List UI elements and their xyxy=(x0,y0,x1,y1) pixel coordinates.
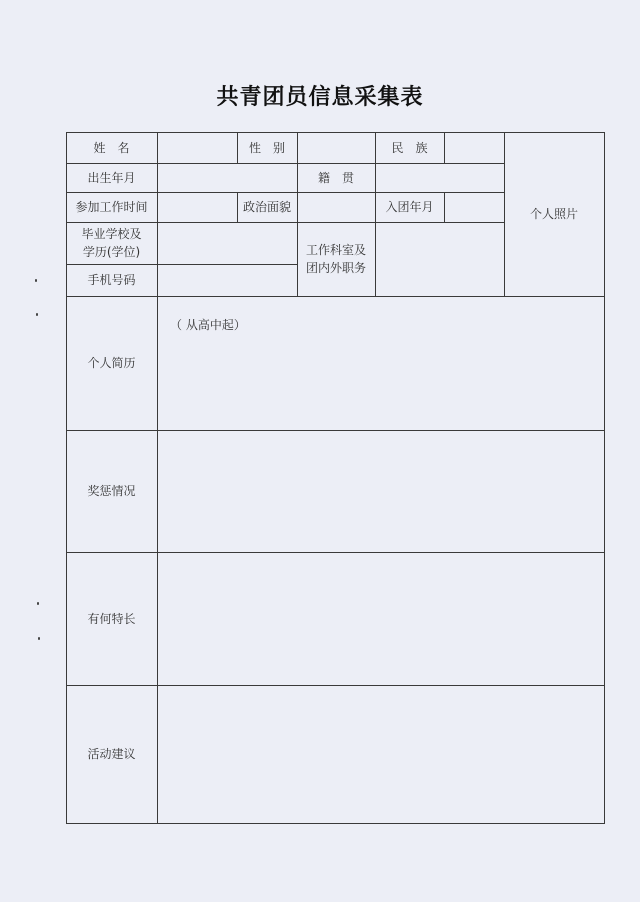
label-department-line1: 工作科室及 xyxy=(305,243,366,257)
scan-mark xyxy=(36,313,38,316)
label-department xyxy=(297,222,375,296)
label-rewards: 奖惩情况 xyxy=(87,484,136,498)
skills-field[interactable] xyxy=(158,553,604,685)
table-border-bottom xyxy=(66,823,605,824)
name-field[interactable] xyxy=(158,133,237,163)
label-suggestions: 活动建议 xyxy=(87,747,136,761)
label-gender: 性 别 xyxy=(248,140,285,155)
work-start-field[interactable] xyxy=(158,193,237,222)
scan-mark xyxy=(37,602,39,605)
label-school xyxy=(66,222,157,264)
photo-area[interactable] xyxy=(505,133,604,296)
table-border-right xyxy=(604,132,605,824)
league-join-field[interactable] xyxy=(445,193,504,222)
birth-field[interactable] xyxy=(158,164,297,192)
label-league-join: 入团年月 xyxy=(385,200,434,214)
gender-field[interactable] xyxy=(298,133,375,163)
label-school-line1: 毕业学校及 xyxy=(81,227,142,241)
scan-mark xyxy=(38,637,40,640)
resume-field[interactable] xyxy=(158,297,604,430)
label-birth: 出生年月 xyxy=(87,170,136,185)
label-name: 姓 名 xyxy=(93,140,130,155)
rewards-field[interactable] xyxy=(158,431,604,552)
label-phone: 手机号码 xyxy=(87,273,136,287)
label-resume: 个人简历 xyxy=(87,356,136,370)
label-photo: 个人照片 xyxy=(529,207,578,221)
suggestions-field[interactable] xyxy=(158,686,604,823)
label-school-line2: 学历(学位) xyxy=(82,245,141,259)
scan-mark xyxy=(35,279,37,282)
ethnicity-field[interactable] xyxy=(445,133,504,163)
label-work-start: 参加工作时间 xyxy=(75,200,148,214)
label-political-status: 政治面貌 xyxy=(242,200,291,214)
label-skills: 有何特长 xyxy=(87,611,136,626)
resume-note: （ 从高中起） xyxy=(170,318,246,332)
phone-field[interactable] xyxy=(158,265,297,296)
label-ethnicity: 民 族 xyxy=(391,140,428,155)
page-title: 共青团员信息采集表 xyxy=(216,85,424,110)
label-native-place: 籍 贯 xyxy=(317,170,354,185)
political-status-field[interactable] xyxy=(298,193,375,222)
native-place-field[interactable] xyxy=(376,164,504,192)
department-field[interactable] xyxy=(376,223,504,296)
school-field[interactable] xyxy=(158,223,297,264)
label-department-line2: 团内外职务 xyxy=(305,261,366,275)
